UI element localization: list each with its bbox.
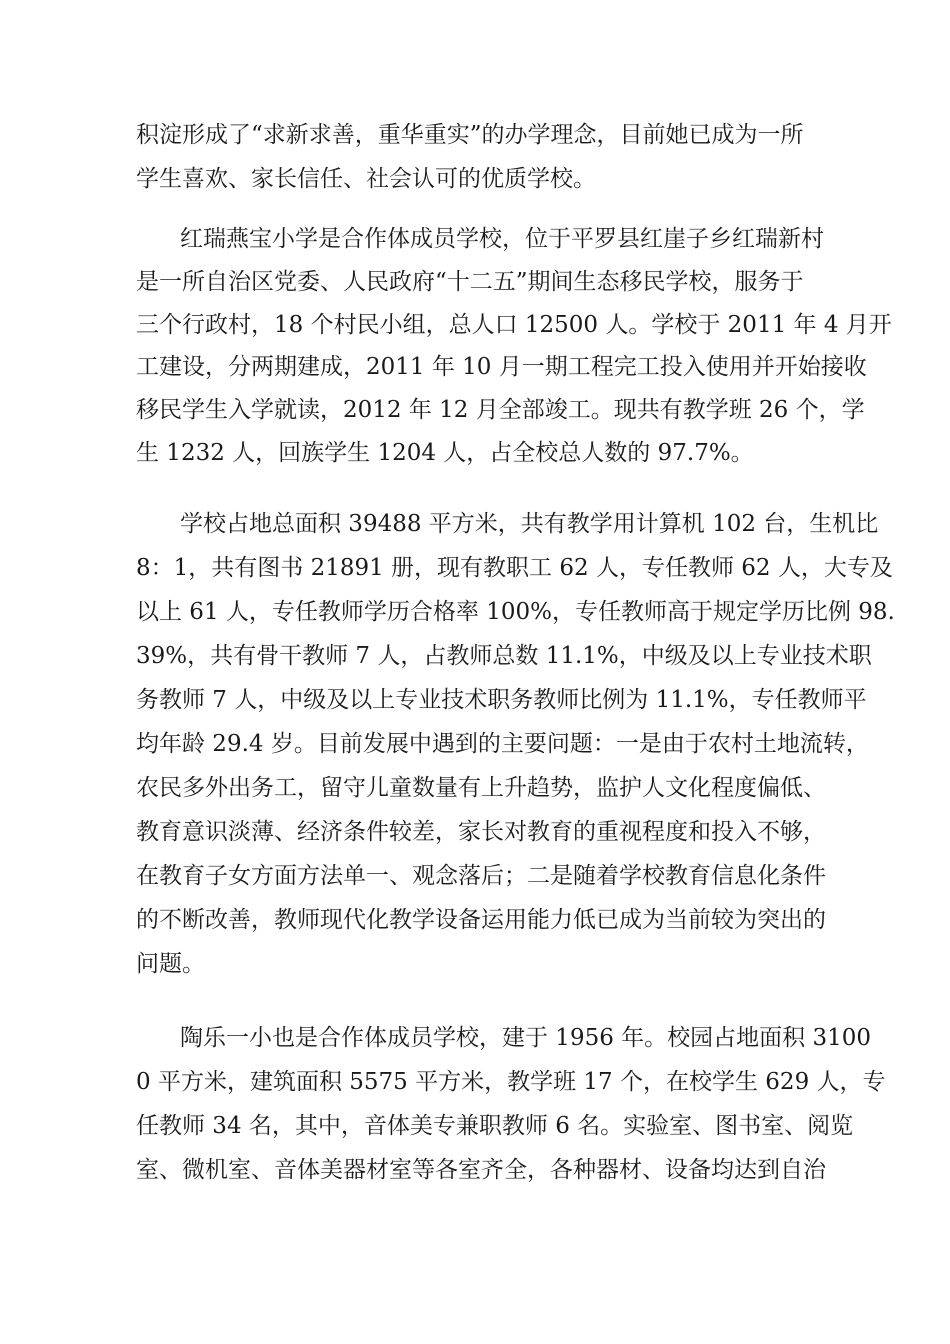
text-line: 教育意识淡薄、经济条件较差，家长对教育的重视程度和投入不够，	[136, 819, 826, 845]
text-line: 以上 61 人，专任教师学历合格率 100%，专任教师高于规定学历比例 98.	[136, 599, 895, 625]
text-line: 问题。	[136, 951, 205, 977]
text-line: 室、微机室、音体美器材室等各室齐全，各种器材、设备均达到自治	[136, 1157, 826, 1183]
text-line: 生 1232 人，回族学生 1204 人，占全校总人数的 97.7%。	[136, 440, 754, 466]
text-line: 39%，共有骨干教师 7 人，占教师总数 11.1%，中级及以上专业技术职	[136, 643, 872, 669]
text-line: 陶乐一小也是合作体成员学校，建于 1956 年。校园占地面积 3100	[180, 1025, 871, 1051]
text-line: 8：1，共有图书 21891 册，现有教职工 62 人，专任教师 62 人，大专及	[136, 555, 893, 581]
text-line: 积淀形成了“求新求善，重华重实”的办学理念，目前她已成为一所	[136, 122, 804, 148]
text-line: 0 平方米，建筑面积 5575 平方米，教学班 17 个，在校学生 629 人，专	[136, 1069, 886, 1095]
text-line: 三个行政村，18 个村民小组，总人口 12500 人。学校于 2011 年 4 月开	[136, 312, 892, 338]
text-line: 在教育子女方面方法单一、观念落后；二是随着学校教育信息化条件	[136, 863, 826, 889]
text-line: 的不断改善，教师现代化教学设备运用能力低已成为当前较为突出的	[136, 907, 826, 933]
text-line: 学校占地总面积 39488 平方米，共有教学用计算机 102 台，生机比	[180, 511, 879, 537]
text-line: 务教师 7 人，中级及以上专业技术职务教师比例为 11.1%，专任教师平	[136, 687, 867, 713]
text-line: 红瑞燕宝小学是合作体成员学校，位于平罗县红崖子乡红瑞新村	[180, 226, 824, 252]
text-line: 均年龄 29.4 岁。目前发展中遇到的主要问题：一是由于农村土地流转，	[136, 731, 869, 757]
text-line: 移民学生入学就读，2012 年 12 月全部竣工。现共有教学班 26 个，学	[136, 397, 865, 423]
text-line: 是一所自治区党委、人民政府“十二五”期间生态移民学校，服务于	[136, 269, 804, 295]
text-line: 学生喜欢、家长信任、社会认可的优质学校。	[136, 166, 596, 192]
text-line: 农民多外出务工，留守儿童数量有上升趋势，监护人文化程度偏低、	[136, 775, 826, 801]
text-line: 工建设，分两期建成，2011 年 10 月一期工程完工投入使用并开始接收	[136, 354, 867, 380]
text-line: 任教师 34 名，其中，音体美专兼职教师 6 名。实验室、图书室、阅览	[136, 1113, 854, 1139]
